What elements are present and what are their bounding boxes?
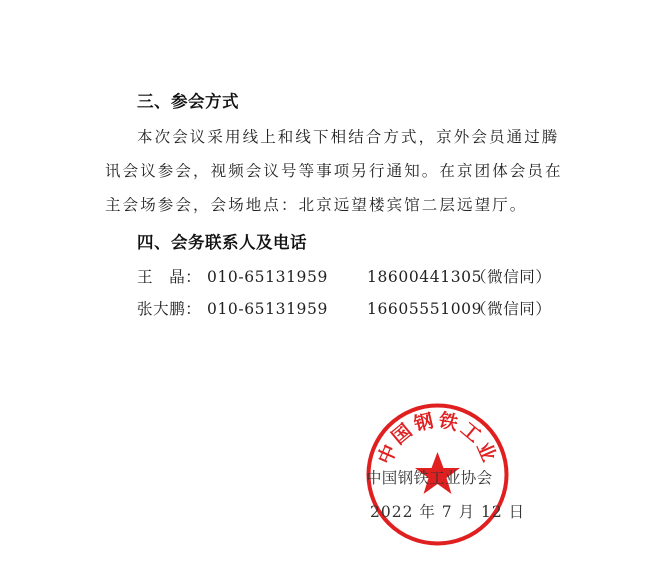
contact-note: （微信同）: [471, 300, 552, 318]
contact-name: 张大鹏：: [137, 300, 202, 318]
section3-line-3: 主会场参会，会场地点：北京远望楼宾馆二层远望厅。: [105, 196, 528, 214]
contact-mobile: 16605551009: [367, 300, 483, 318]
contact-tel: 010-65131959: [207, 268, 328, 286]
section3-line-2: 讯会议参会，视频会议号等事项另行通知。在京团体会员在: [105, 162, 563, 180]
contact-mobile: 18600441305: [367, 268, 483, 286]
contact-note: （微信同）: [471, 268, 552, 286]
section3-line-1: 本次会议采用线上和线下相结合方式，京外会员通过腾: [137, 128, 560, 146]
contact-name: 王 晶：: [137, 268, 202, 286]
section3-heading: 三、参会方式: [137, 92, 239, 111]
section4-heading: 四、会务联系人及电话: [137, 233, 307, 252]
svg-text:中国钢铁工业: 中国钢铁工业: [373, 409, 502, 468]
signature-org: 中国钢铁工业协会: [366, 469, 493, 487]
contact-tel: 010-65131959: [207, 300, 328, 318]
contact-row: [137, 265, 552, 287]
contact-row: [137, 297, 552, 319]
signature-date: 2022 年 7 月 12 日: [370, 503, 526, 521]
